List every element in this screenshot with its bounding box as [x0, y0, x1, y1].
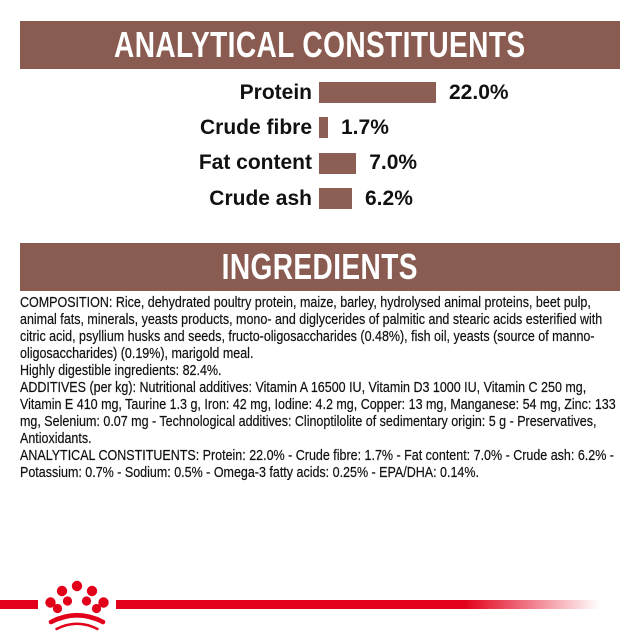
chart-row-crude-ash	[20, 181, 620, 216]
chart-value-label: 22.0%	[449, 80, 509, 104]
chart-bar	[319, 82, 436, 103]
composition-paragraph: COMPOSITION: Rice, dehydrated poultry protein, maize, barley, hydrolysed animal proteins, beet pulp, animal fats, minerals, yeasts products, mono- and diglycerides of palmitic and stearic acids esterified with citric acid, psyllium husks and seeds, fructo-oligosaccharides (0.48%), fish oil, yeasts (source of manno-oligosaccharides) (0.19%), marigold meal.	[20, 294, 603, 362]
red-divider-line-left	[0, 600, 38, 609]
analytical-constituents-banner	[20, 21, 620, 69]
chart-row-crude-fibre	[20, 110, 620, 145]
royal-canin-crown-logo	[44, 577, 110, 632]
chart-category-label: Crude fibre	[199, 115, 312, 139]
chart-category-label: Protein	[239, 80, 312, 104]
digestible-ingredients-line: Highly digestible ingredients: 82.4%.	[20, 362, 222, 379]
chart-value-label: 6.2%	[365, 186, 413, 210]
chart-row-fat-content	[20, 146, 620, 181]
analytical-constituents-title: ANALYTICAL CONSTITUENTS	[114, 24, 526, 65]
chart-value-label: 7.0%	[369, 151, 418, 175]
analytical-constituents-paragraph: ANALYTICAL CONSTITUENTS: Protein: 22.0% - Crude fibre: 1.7% - Fat content: 7.0% - Crude ash: 6.2% - Potassium: 0.7% - Sodium: 0.5% - Omega-3 fatty acids: 0.25% - EPA/DHA: 0.14%.	[20, 447, 614, 481]
chart-value-label: 1.7%	[341, 115, 389, 139]
ingredients-text-block	[20, 294, 620, 481]
analytical-constituents-chart	[20, 75, 620, 216]
red-divider-line-right	[116, 600, 600, 609]
crown-arcs	[51, 615, 103, 629]
ingredients-title: INGREDIENTS	[221, 246, 419, 287]
chart-bar	[319, 188, 352, 209]
chart-row-protein	[20, 75, 620, 110]
additives-paragraph: ADDITIVES (per kg): Nutritional additives: Vitamin A 16500 IU, Vitamin D3 1000 IU, Vitamin C 250 mg, Vitamin E 410 mg, Taurine 1.3 g, Iron: 42 mg, Iodine: 4.2 mg, Copper: 13 mg, Manganese: 54 mg, Zinc: 133 mg, Selenium: 0.07 mg - Technological additives: Clinoptilolite of sedimentary origin: 5 g - Preservatives, Antioxidants.	[20, 379, 616, 447]
chart-category-label: Crude ash	[209, 186, 312, 210]
chart-category-label: Fat content	[198, 151, 312, 175]
crown-dots	[45, 581, 108, 613]
chart-bar	[319, 153, 356, 174]
chart-bar	[319, 117, 328, 138]
ingredients-banner	[20, 243, 620, 291]
